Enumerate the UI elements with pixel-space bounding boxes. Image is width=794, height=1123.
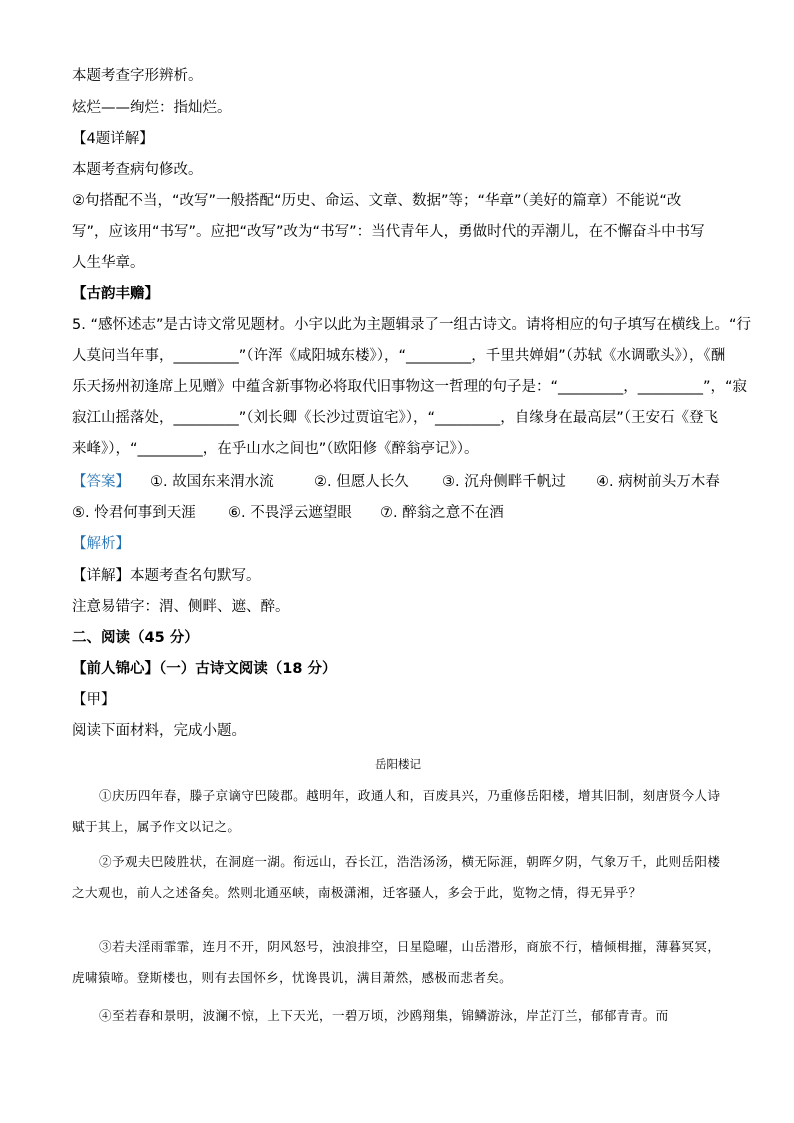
text-line: 阅读下面材料，完成小题。 [72,723,246,739]
section-heading: 二、阅读（45 分） [72,630,199,646]
passage-paragraph: ③若夫淫雨霏霏，连月不开，阴风怒号，浊浪排空，日星隐曜，山岳潜形，商旅不行，樯倾楫摧，薄暮冥冥，虎啸猿啼。登斯楼也，则有去国怀乡，忧谗畏讥，满目萧然，感极而悲者矣。 [72,939,721,985]
text-line: 写”，应该用“书写”。应把“改写”改为“书写”：当代青年人，勇做时代的弄潮儿，在不懈奋斗中书写 [72,224,705,240]
answer-item: ④. 病树前头万木春 [596,474,720,490]
question-line: 5. “感怀述志”是古诗文常见题材。小宇以此为主题辑录了一组古诗文。请将相应的句子填写在横线上。“行 [72,317,751,333]
answer-item: ⑥. 不畏浮云遮望眼 [228,505,352,521]
section-heading: 【4题详解】 [72,131,154,147]
answer-row-1 [72,472,724,492]
passage-title: 岳阳楼记 [375,757,421,771]
answer-item: ①. 故国东来渭水流 [150,474,274,490]
analysis-label: 【解析】 [72,536,130,552]
answer-item: ②. 但愿人长久 [314,474,409,490]
answer-row-2 [72,503,724,523]
section-heading: 【甲】 [72,692,116,708]
text-line: 本题考查字形辨析。 [72,68,203,84]
text-line: 注意易错字：渭、侧畔、遮、醉。 [72,599,290,615]
section-heading: 【前人锦心】（一）古诗文阅读（18 分） [72,661,337,677]
answer-item: ⑤. 怜君何事到天涯 [72,505,196,521]
question-line: 人莫问当年事，_________”（许浑《咸阳城东楼》），“_________，千里共婵娟”（苏轼《水调歌头》），《酬 [72,348,726,364]
passage-paragraph: ④至若春和景明，波澜不惊，上下天光，一碧万顷，沙鸥翔集，锦鳞游泳，岸芷汀兰，郁郁青青。而 [99,1008,669,1023]
question-line: 乐天扬州初逢席上见赠》中蕴含新事物必将取代旧事物这一哲理的句子是：“_________，_________”，“寂 [72,379,748,395]
text-line: 人生华章。 [72,255,145,271]
passage-paragraph: ②予观夫巴陵胜状，在洞庭一湖。衔远山，吞长江，浩浩汤汤，横无际涯，朝晖夕阴，气象万千，此则岳阳楼之大观也，前人之述备矣。然则北通巫峡，南极潇湘，迁客骚人，多会于此，览物之情，得无异乎？ [72,854,721,900]
section-heading: 【古韵丰赡】 [72,286,159,302]
question-line: 来峰》），“_________，在乎山水之间也”（欧阳修《醉翁亭记》）。 [72,441,479,457]
text-line: 【详解】本题考查名句默写。 [72,568,261,584]
answer-item: ⑦. 醉翁之意不在酒 [380,505,504,521]
text-line: 本题考查病句修改。 [72,162,203,178]
question-line: 寂江山摇落处，_________”（刘长卿《长沙过贾谊宅》），“_________，自缘身在最高层”（王安石《登飞 [72,410,719,426]
answer-label: 【答案】 [72,474,130,490]
text-line: 炫烂——绚烂：指灿烂。 [72,100,232,116]
passage-paragraph: ①庆历四年春，滕子京谪守巴陵郡。越明年，政通人和，百废具兴，乃重修岳阳楼，增其旧制，刻唐贤今人诗赋于其上，属予作文以记之。 [72,788,721,834]
answer-item: ③. 沉舟侧畔千帆过 [442,474,566,490]
text-line: ②句搭配不当，“改写”一般搭配“历史、命运、文章、数据”等；“华章”（美好的篇章）不能说“改 [72,193,682,209]
